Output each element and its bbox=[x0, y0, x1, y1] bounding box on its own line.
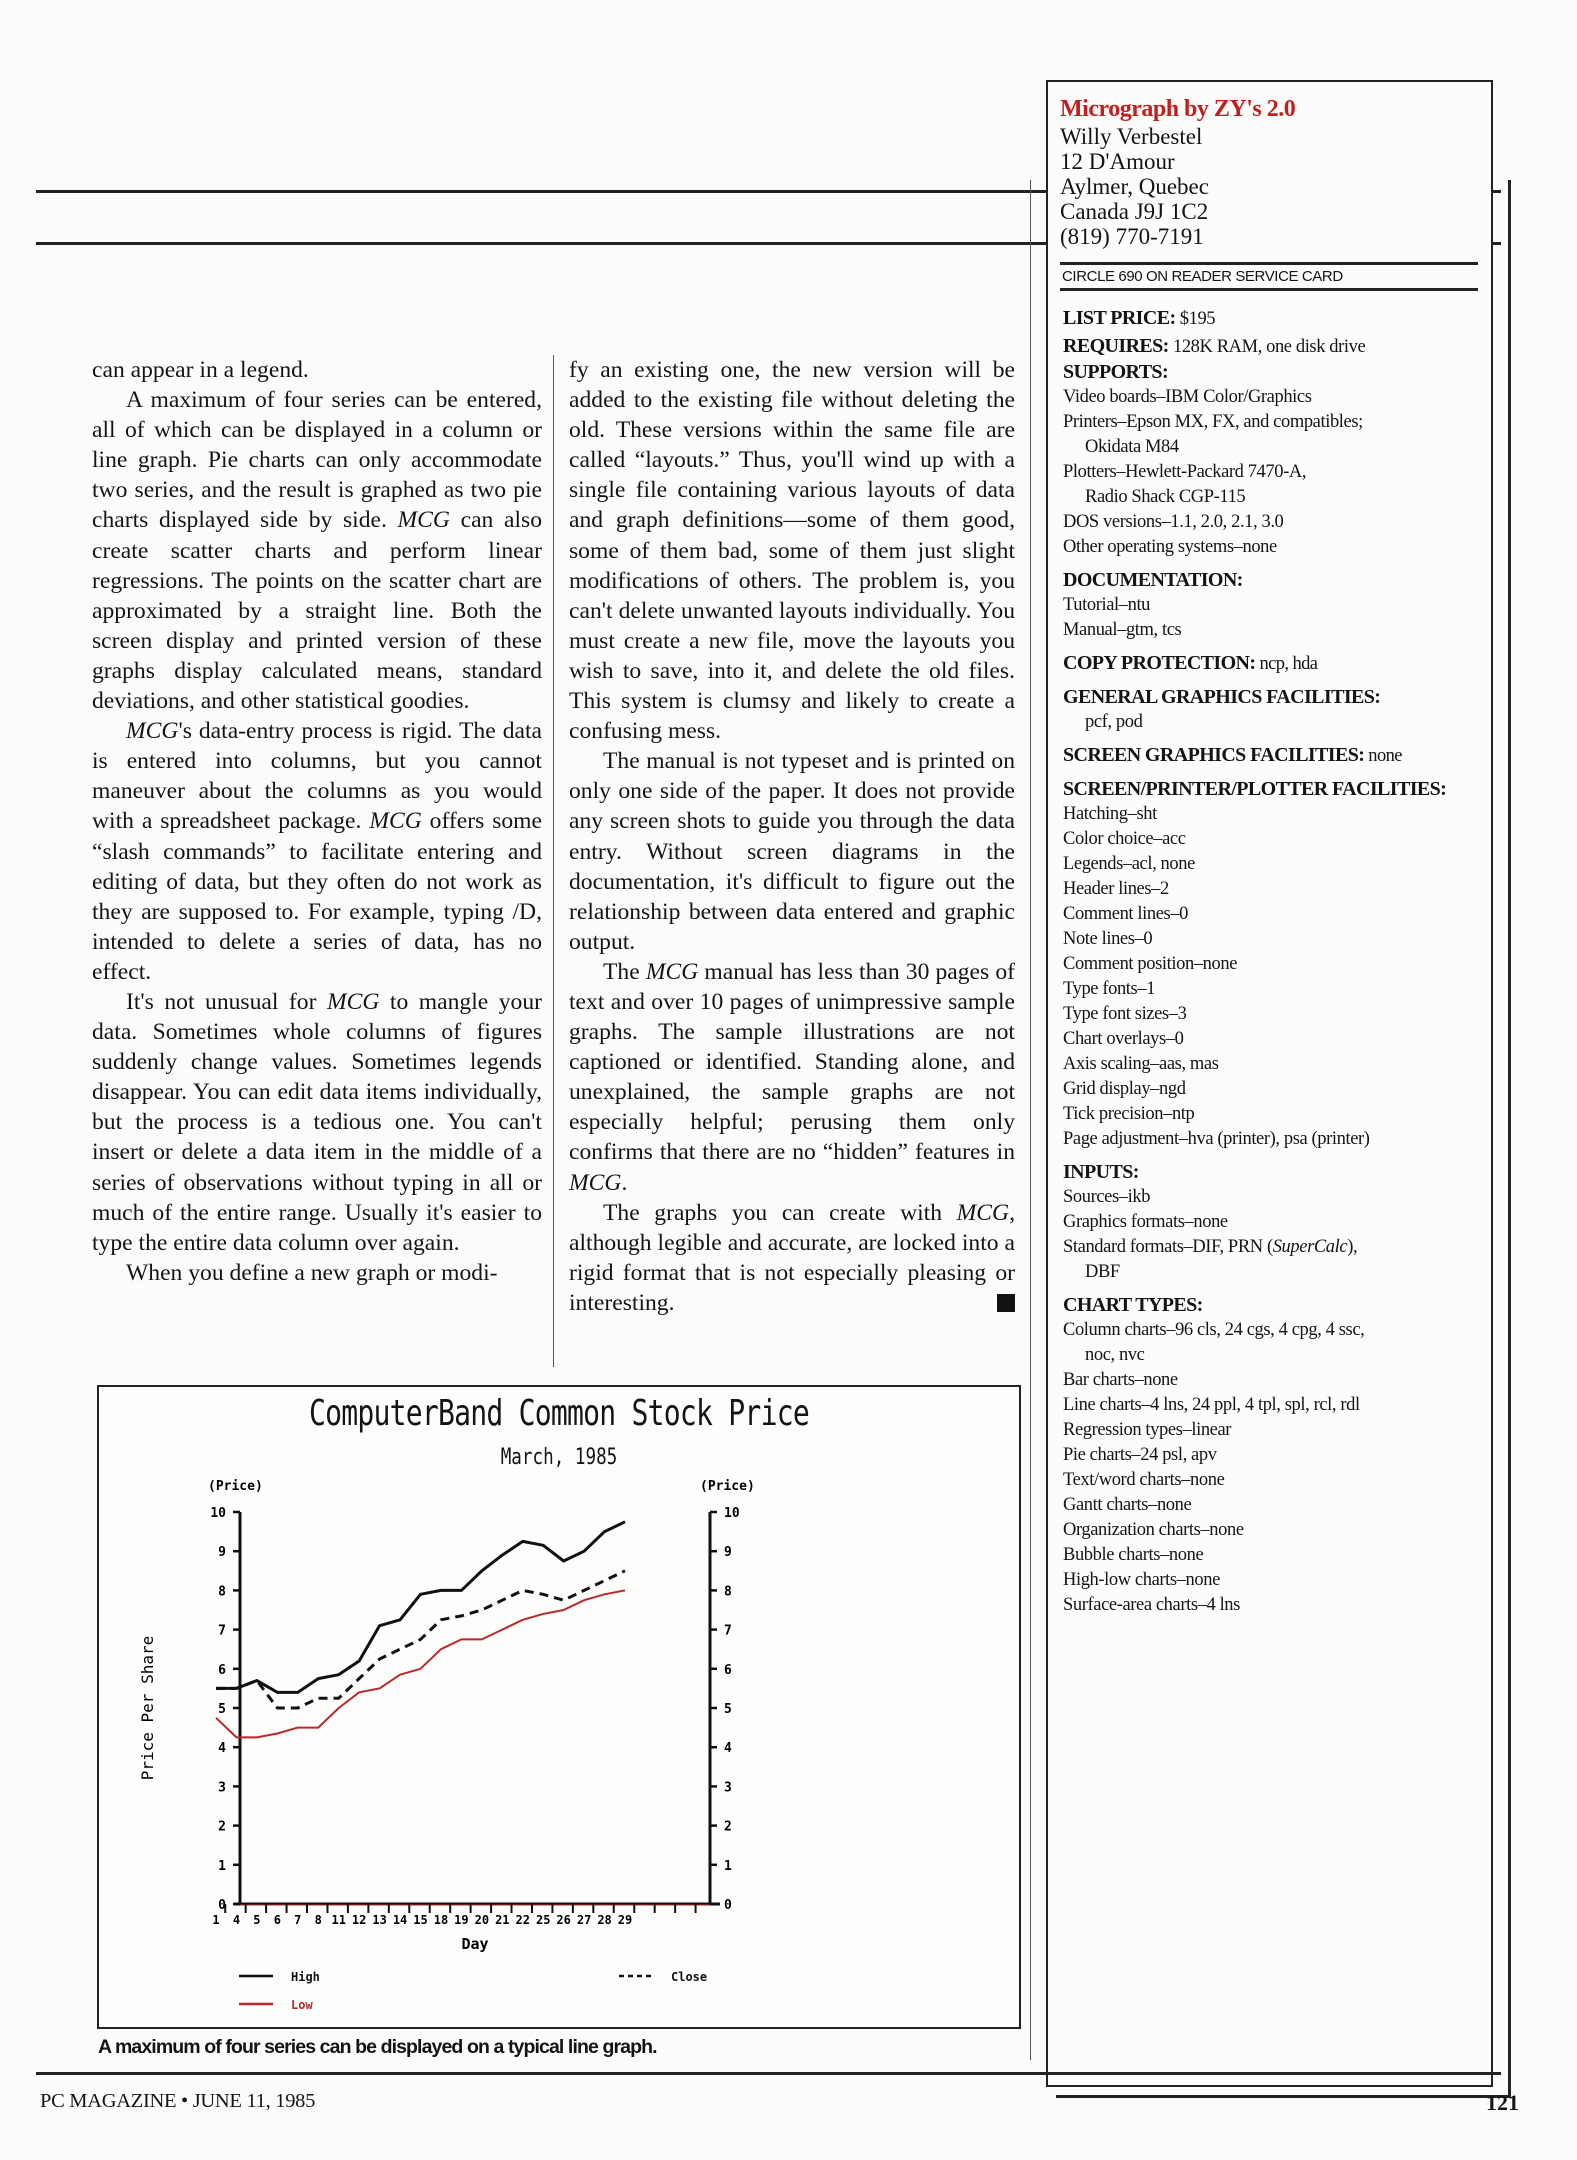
header-rule-top bbox=[36, 190, 1046, 193]
address-line: Canada J9J 1C2 bbox=[1060, 199, 1209, 224]
address-line: 12 D'Amour bbox=[1060, 149, 1175, 174]
y-tick-label-left: 5 bbox=[218, 1702, 226, 1717]
y-tick-label-right: 7 bbox=[724, 1623, 732, 1639]
article-paragraph: When you define a new graph or modi- bbox=[126, 1259, 498, 1286]
header-rule-bottom bbox=[36, 242, 1046, 245]
y-tick-label-left: 1 bbox=[218, 1858, 226, 1874]
legend-label-low: Low bbox=[291, 1998, 313, 2012]
article-paragraph: The MCG manual has less than 30 pages of text and over 10 pages of unimpressive sample graphs. The sample illustrations are not captioned or identified. Standing alone, and unexplained, the sample graphs are not especially helpful; perusing them only confirms that there are no “hidden” features in MCG. bbox=[569, 958, 1015, 1196]
x-tick-label: 8 bbox=[314, 1913, 322, 1927]
spec-item: Hatching–sht bbox=[1063, 804, 1157, 824]
y-unit-label-right: (Price) bbox=[700, 1479, 755, 1494]
list-price-label: LIST PRICE: bbox=[1063, 307, 1176, 329]
spec-item: DBF bbox=[1085, 1262, 1120, 1282]
spec-item: Surface-area charts–4 lns bbox=[1063, 1595, 1240, 1615]
x-tick-label: 15 bbox=[413, 1913, 428, 1927]
spec-item: Video boards–IBM Color/Graphics bbox=[1063, 387, 1312, 407]
list-price-value: $195 bbox=[1179, 309, 1216, 329]
spec-item: Standard formats–DIF, PRN (SuperCalc), bbox=[1063, 1237, 1358, 1257]
spec-item: Column charts–96 cls, 24 cgs, 4 cpg, 4 ssc, bbox=[1063, 1320, 1365, 1340]
spec-item: High-low charts–none bbox=[1063, 1570, 1220, 1590]
spec-item: Sources–ikb bbox=[1063, 1187, 1151, 1207]
y-tick-label-left: 9 bbox=[218, 1545, 226, 1561]
x-axis-label: Day bbox=[461, 1935, 489, 1953]
spec-heading: SCREEN/PRINTER/PLOTTER FACILITIES: bbox=[1063, 778, 1447, 800]
y-tick-label-left: 3 bbox=[218, 1780, 226, 1796]
spec-item: Regression types–linear bbox=[1063, 1420, 1232, 1440]
spec-item: Printers–Epson MX, FX, and compatibles; bbox=[1063, 412, 1363, 432]
product-name: Micrograph by ZY's 2.0 bbox=[1060, 96, 1296, 122]
spec-inline-value: none bbox=[1364, 746, 1402, 766]
requires-label: REQUIRES: bbox=[1063, 335, 1169, 357]
series-line-close bbox=[216, 1571, 625, 1708]
spec-item: Text/word charts–none bbox=[1063, 1470, 1225, 1490]
spec-item: noc, nvc bbox=[1085, 1345, 1145, 1365]
x-tick-label: 11 bbox=[331, 1913, 346, 1927]
spec-item: Chart overlays–0 bbox=[1063, 1029, 1184, 1049]
end-of-article-mark bbox=[997, 1294, 1015, 1312]
article-left-column bbox=[92, 355, 542, 1288]
spec-item: Plotters–Hewlett-Packard 7470-A, bbox=[1063, 462, 1307, 482]
y-tick-label-left: 8 bbox=[218, 1584, 226, 1600]
requires-value: 128K RAM, one disk drive bbox=[1172, 337, 1366, 357]
x-tick-label: 4 bbox=[232, 1913, 241, 1927]
article-right-column bbox=[569, 355, 1015, 1318]
spec-item: Bubble charts–none bbox=[1063, 1545, 1204, 1565]
spec-list bbox=[1063, 306, 1483, 1618]
vendor-address bbox=[1060, 124, 1209, 249]
spec-item: Type font sizes–3 bbox=[1063, 1004, 1187, 1024]
article-paragraph: The manual is not typeset and is printed on only one side of the paper. It does not provide any screen shots to guide you through the data entry. Without screen diagrams in the documentation, it's difficult to figure out the relationship between data entered and graphic output. bbox=[569, 748, 1015, 955]
y-tick-label-left: 10 bbox=[210, 1506, 226, 1521]
spec-item: Tick precision–ntp bbox=[1063, 1104, 1195, 1124]
x-tick-label: 27 bbox=[576, 1913, 592, 1927]
spec-item: Radio Shack CGP-115 bbox=[1085, 487, 1246, 507]
spec-item: Tutorial–ntu bbox=[1063, 595, 1151, 615]
spec-item: Legends–acl, none bbox=[1063, 854, 1195, 874]
y-tick-label-right: 0 bbox=[724, 1898, 732, 1913]
article-paragraph: The graphs you can create with MCG, although legible and accurate, are locked into a rigid format that is not especially pleasing or interesting. bbox=[569, 1199, 1015, 1316]
article-paragraph: fy an existing one, the new version will be added to the existing file without deleting the old. These versions within the same file are called “layouts.” Thus, you'll wind up with a single file containing various layouts of data and graph definitions—some of them good, some of them bad, some of them just slight modifications of others. The problem is, you can't delete unwanted layouts individually. You must create a new file, move the layouts you wish to save, into it, and delete the old files. This system is clumsy and likely to create a confusing mess. bbox=[569, 357, 1015, 745]
reader-service-rule-bottom bbox=[1060, 288, 1478, 291]
y-tick-label-right: 8 bbox=[724, 1584, 732, 1600]
y-tick-label-right: 2 bbox=[724, 1819, 732, 1835]
spec-item: Line charts–4 lns, 24 ppl, 4 tpl, spl, rcl, rdl bbox=[1063, 1395, 1360, 1415]
chart-plot bbox=[99, 1387, 1019, 2027]
y-tick-label-left: 6 bbox=[218, 1662, 226, 1678]
stock-price-chart bbox=[97, 1385, 1021, 2029]
x-tick-label: 12 bbox=[351, 1913, 367, 1927]
x-tick-label: 25 bbox=[535, 1913, 551, 1927]
spec-item: Manual–gtm, tcs bbox=[1063, 620, 1182, 640]
page-number: 121 bbox=[1486, 2090, 1519, 2115]
spec-item: Color choice–acc bbox=[1063, 829, 1186, 849]
spec-heading: INPUTS: bbox=[1063, 1161, 1139, 1183]
x-tick-label: 14 bbox=[392, 1913, 408, 1927]
spec-heading: CHART TYPES: bbox=[1063, 1294, 1203, 1316]
x-tick-label: 1 bbox=[212, 1913, 220, 1927]
spec-heading: DOCUMENTATION: bbox=[1063, 569, 1243, 591]
x-tick-label: 29 bbox=[617, 1913, 633, 1927]
y-tick-label-right: 1 bbox=[724, 1858, 732, 1874]
x-tick-label: 18 bbox=[433, 1913, 449, 1927]
x-tick-label: 7 bbox=[294, 1913, 302, 1927]
article-paragraph: MCG's data-entry process is rigid. The data is entered into columns, but you cannot maneuver about the columns as you would with a spreadsheet package. MCG offers some “slash commands” to facilitate entering and editing of data, but they often do not work as they are supposed to. For example, typing /D, intended to delete a series of data, has no effect. bbox=[92, 718, 542, 985]
spec-item: Note lines–0 bbox=[1063, 929, 1153, 949]
spec-item: Page adjustment–hva (printer), psa (printer) bbox=[1063, 1129, 1370, 1149]
y-tick-label-left: 2 bbox=[218, 1819, 226, 1835]
reader-service-rule-top bbox=[1060, 262, 1478, 265]
y-tick-label-right: 9 bbox=[724, 1545, 732, 1561]
article-paragraph: It's not unusual for MCG to mangle your data. Sometimes whole columns of figures suddenly change values. Sometimes legends disappear. You can edit data items individually, but the process is a tedious one. You can't insert or delete a data item in the middle of a series of observations without typing in all or much of the entire range. Usually it's easier to type the entire data column over again. bbox=[92, 988, 542, 1256]
x-tick-label: 28 bbox=[597, 1913, 612, 1927]
address-line: Willy Verbestel bbox=[1060, 124, 1203, 149]
reader-service-text: CIRCLE 690 ON READER SERVICE CARD bbox=[1062, 268, 1343, 285]
sidebar-divider bbox=[1030, 180, 1031, 2060]
spec-item: Axis scaling–aas, mas bbox=[1063, 1054, 1219, 1074]
spec-heading: SUPPORTS: bbox=[1063, 361, 1169, 383]
spec-heading: SCREEN GRAPHICS FACILITIES: none bbox=[1063, 744, 1402, 766]
y-axis-label: Price Per Share bbox=[138, 1635, 157, 1781]
publication-line: PC MAGAZINE • JUNE 11, 1985 bbox=[40, 2090, 316, 2112]
spec-item: Comment lines–0 bbox=[1063, 904, 1189, 924]
x-tick-label: 22 bbox=[515, 1913, 530, 1927]
x-tick-label: 19 bbox=[454, 1913, 469, 1927]
spec-item: Organization charts–none bbox=[1063, 1520, 1244, 1540]
series-line-high bbox=[216, 1522, 625, 1693]
requires-row bbox=[1063, 334, 1483, 360]
y-tick-label-right: 6 bbox=[724, 1662, 732, 1678]
spec-heading: COPY PROTECTION: ncp, hda bbox=[1063, 652, 1318, 674]
spec-item: Other operating systems–none bbox=[1063, 537, 1277, 557]
chart-title: ComputerBand Common Stock Price bbox=[309, 1393, 809, 1434]
y-tick-label-right: 5 bbox=[724, 1702, 732, 1717]
x-tick-label: 26 bbox=[556, 1913, 571, 1927]
address-line: (819) 770-7191 bbox=[1060, 224, 1204, 249]
chart-subtitle: March, 1985 bbox=[500, 1445, 618, 1470]
spec-item: Comment position–none bbox=[1063, 954, 1238, 974]
spec-item: DOS versions–1.1, 2.0, 2.1, 3.0 bbox=[1063, 512, 1284, 532]
legend-label-close: Close bbox=[671, 1970, 708, 1984]
y-tick-label-left: 0 bbox=[218, 1898, 226, 1913]
spec-item: Grid display–ngd bbox=[1063, 1079, 1186, 1099]
y-tick-label-left: 7 bbox=[218, 1623, 226, 1639]
spec-item: Bar charts–none bbox=[1063, 1370, 1178, 1390]
spec-item: Okidata M84 bbox=[1085, 437, 1179, 457]
spec-item: Type fonts–1 bbox=[1063, 979, 1156, 999]
spec-inline-value: ncp, hda bbox=[1255, 654, 1318, 674]
spec-sections bbox=[1063, 360, 1483, 1618]
spec-item: Pie charts–24 psl, apv bbox=[1063, 1445, 1217, 1465]
x-tick-label: 13 bbox=[372, 1913, 387, 1927]
y-unit-label-left: (Price) bbox=[208, 1479, 263, 1494]
address-line: Aylmer, Quebec bbox=[1060, 174, 1209, 199]
article-paragraph: can appear in a legend. bbox=[92, 357, 309, 383]
article-paragraph: A maximum of four series can be entered, all of which can be displayed in a column or line graph. Pie charts can only accommodate two series, and the result is graphed as two pie charts displayed side by side. MCG can also create scatter charts and perform linear regressions. The points on the scatter chart are approximated by a straight line. Both the screen display and printed version of these graphs display calculated means, standard deviations, and other statistical goodies. bbox=[92, 387, 542, 715]
x-tick-label: 21 bbox=[495, 1913, 510, 1927]
spec-item: Header lines–2 bbox=[1063, 879, 1169, 899]
spec-item: pcf, pod bbox=[1085, 712, 1143, 732]
y-tick-label-right: 3 bbox=[724, 1780, 732, 1796]
series-line-low bbox=[216, 1590, 625, 1737]
x-tick-label: 5 bbox=[253, 1913, 261, 1927]
y-tick-label-right: 4 bbox=[724, 1741, 732, 1757]
list-price-row bbox=[1063, 306, 1483, 332]
spec-heading: GENERAL GRAPHICS FACILITIES: bbox=[1063, 686, 1381, 708]
x-tick-label: 20 bbox=[474, 1913, 490, 1927]
spec-item: Graphics formats–none bbox=[1063, 1212, 1228, 1232]
x-tick-label: 6 bbox=[273, 1913, 281, 1927]
spec-item: Gantt charts–none bbox=[1063, 1495, 1192, 1515]
legend-label-high: High bbox=[291, 1970, 320, 1984]
y-tick-label-right: 10 bbox=[724, 1506, 740, 1521]
y-tick-label-left: 4 bbox=[218, 1741, 226, 1757]
footer-rule bbox=[36, 2072, 1501, 2075]
figure-caption: A maximum of four series can be displayed on a typical line graph. bbox=[98, 2036, 657, 2058]
column-divider bbox=[553, 355, 554, 1367]
